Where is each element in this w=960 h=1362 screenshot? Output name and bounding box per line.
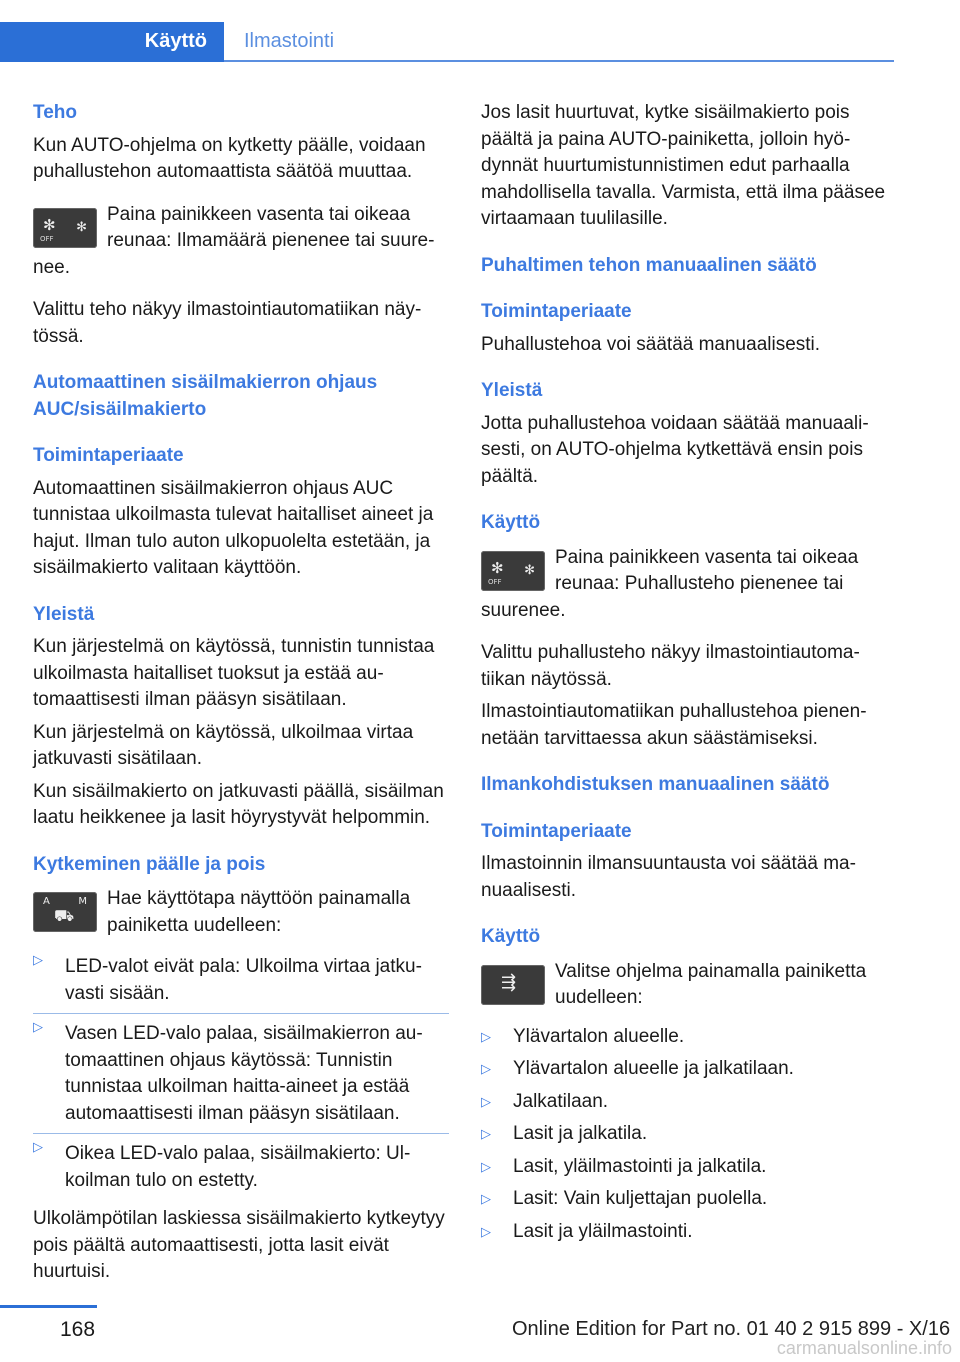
triangle-bullet-icon: ▷ (481, 1191, 491, 1206)
triangle-bullet-icon: ▷ (481, 1126, 491, 1141)
distribution-principle-text: Ilmastoinnin ilmansuuntausta voi säätää manuaalisesti. (481, 853, 856, 901)
list-item: ▷ Lasit, yläilmastointi ja jalkatila. (481, 1154, 897, 1187)
header-section-label: Ilmastointi (244, 30, 335, 52)
list-item: ▷ Ylävartalon alueelle. (481, 1024, 897, 1057)
triangle-bullet-icon: ▷ (481, 1158, 491, 1174)
list-item: ▷ Lasit: Vain kuljettajan puolella. (481, 1186, 897, 1219)
switch-button-row (33, 886, 449, 939)
triangle-bullet-icon: ▷ (481, 1028, 491, 1044)
general-paragraph-2: Kun järjestelmä on käytössä, ulkoilmaa virtaa jatkuvasti sisätilaan. (33, 721, 414, 769)
principle-heading: Toimintaperiaate (33, 445, 184, 466)
header-rule (224, 60, 894, 62)
switch-heading: Kytkeminen päälle ja pois (33, 853, 266, 875)
footer-rule (0, 1305, 97, 1308)
distribution-heading: Ilmankohdistuksen manuaalinen säätö (481, 774, 830, 795)
teho-text: Kun AUTO-ohjelma on kytketty päälle, voidaan puhallustehon automaattista säätöä muuttaa. (33, 134, 426, 182)
switch-list (33, 947, 449, 1200)
principle-text: Automaattinen sisäilmakierron ohjaus AUC tunnistaa ulkoilmasta tulevat haitalliset aineet ja hajut. Ilman tulo auton ulkopuolelta estetään, ja sisäilmakierto valitaan käyttöön. (33, 477, 434, 578)
fan-note-1: Valittu puhallusteho näkyy ilmastointiautomatiikan näytössä. (481, 642, 860, 690)
distribution-button-row (481, 959, 897, 1012)
triangle-bullet-icon: ▷ (481, 1093, 491, 1109)
fan-use-heading: Käyttö (481, 512, 541, 533)
fan-general-text: Jotta puhallustehoa voidaan säätää manuaalisesti, on AUTO-ohjelma kytkettävä ensin pois päältä. (481, 412, 869, 487)
teho-button-row (33, 202, 449, 282)
fan-note-2: Ilmastointiautomatiikan puhallustehoa pienennetään tarvittaessa akun säästämiseksi. (481, 701, 867, 749)
list-item: ▷ Oikea LED-valo palaa, sisäilmakierto: Ulkoilman tulo on estetty. (33, 1134, 449, 1200)
fan-principle-text: Puhallustehoa voi säätää manuaalisesti. (481, 333, 821, 355)
watermark: carmanualsonline.info (776, 1338, 952, 1358)
left-column (33, 100, 449, 1286)
header-section-title (224, 22, 894, 62)
triangle-bullet-icon: ▷ (481, 1061, 491, 1076)
triangle-bullet-icon: ▷ (33, 952, 43, 967)
air-distribution-button-icon: ⇶ (481, 965, 545, 1005)
switch-note: Ulkolämpötilan laskiessa sisäilmakierto kytkeytyy pois päältä automaattisesti, jotta lasit eivät huurtuisi. (33, 1208, 445, 1282)
teho-heading: Teho (33, 102, 77, 123)
switch-button-text: Hae käyttötapa näyttöön painamalla painiketta uudelleen: (107, 888, 411, 936)
fan-off-button-icon: ✻ ✻ OFF (481, 551, 545, 591)
edition-text: Online Edition for Part no. 01 40 2 915 899 - X/16 (512, 1318, 951, 1340)
list-item: ▷ Vasen LED-valo palaa, sisäilmakierron automaattinen ohjaus käytössä: Tunnistin tunnistaa ulkoilman haitta-aineet ja estää automaattisesti ilman pääsyn sisätilaan. (33, 1014, 449, 1134)
list-item: ▷ Lasit ja yläilmastointi. (481, 1219, 897, 1252)
fan-principle-heading: Toimintaperiaate (481, 301, 632, 322)
fan-heading: Puhaltimen tehon manuaalinen säätö (481, 254, 817, 276)
fan-off-button-icon: ✻ ✻ OFF (33, 208, 97, 248)
triangle-bullet-icon: ▷ (481, 1223, 491, 1239)
fog-text: Jos lasit huurtuvat, kytke sisäilmakierto pois päältä ja paina AUTO-painiketta, jolloin hyödynnät huurtumistunnistimen edut parhaalla mahdollisella tavalla. Varmista, että ilma pääsee virtaamaan tuulilasille. (481, 102, 886, 229)
general-heading: Yleistä (33, 603, 95, 625)
list-item: ▷ Ylävartalon alueelle ja jalkatilaan. (481, 1056, 897, 1089)
distribution-principle-heading: Toimintaperiaate (481, 820, 632, 842)
distribution-button-text: Valitse ohjelma painamalla painiketta uudelleen: (555, 960, 867, 1008)
auc-heading: Automaattinen sisäilmakierron ohjaus AUC/sisäilmakierto (33, 372, 378, 420)
fan-use-button-text: Paina painikkeen vasenta tai oikeaa reunaa: Puhallusteho pienenee tai suurenee. (481, 546, 859, 621)
triangle-bullet-icon: ▷ (33, 1019, 43, 1034)
teho-button-text: Paina painikkeen vasenta tai oikeaa reunaa: Ilmamäärä pienenee tai suurenee. (33, 203, 435, 278)
fan-use-button-row (481, 545, 897, 625)
list-item: ▷ LED-valot eivät pala: Ulkoilma virtaa jatkuvasti sisään. (33, 947, 449, 1014)
triangle-bullet-icon: ▷ (33, 1139, 43, 1154)
header-tab-label: Käyttö (144, 30, 207, 52)
page-header (0, 22, 894, 62)
list-item: ▷ Lasit ja jalkatila. (481, 1121, 897, 1154)
page-number: 168 (60, 1318, 96, 1341)
fan-general-heading: Yleistä (481, 380, 543, 401)
auc-recirculation-button-icon: A M ⛟ (33, 892, 97, 932)
right-column (481, 100, 897, 1251)
list-item: ▷ Jalkatilaan. (481, 1089, 897, 1122)
distribution-use-heading: Käyttö (481, 926, 541, 947)
teho-note: Valittu teho näkyy ilmastointiautomatiikan näytössä. (33, 299, 422, 347)
general-paragraph-3: Kun sisäilmakierto on jatkuvasti päällä, sisäilman laatu heikkenee ja lasit höyrystyvät helpommin. (33, 780, 444, 828)
header-tab-kaytto (0, 22, 224, 62)
distribution-list (481, 1024, 897, 1252)
general-paragraph-1: Kun järjestelmä on käytössä, tunnistin tunnistaa ulkoilmasta haitalliset tuoksut ja estää automaattisesti ilman pääsyn sisätilaan. (33, 636, 435, 710)
